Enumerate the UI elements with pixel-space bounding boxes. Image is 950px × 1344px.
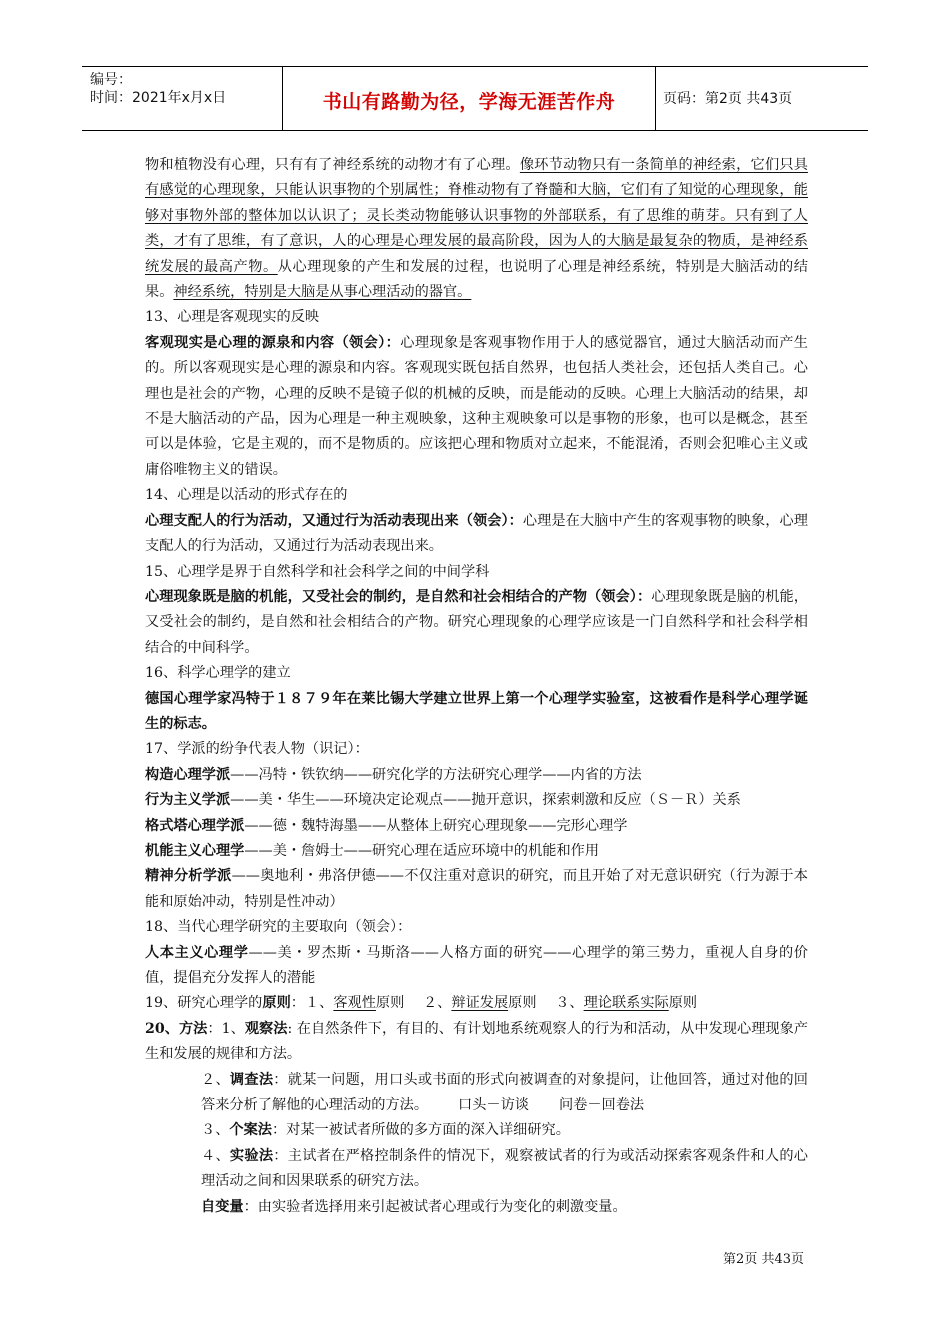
underlined-text: 客观性 (333, 995, 376, 1012)
bold-lead: 心理支配人的行为活动，又通过行为活动表现出来（领会）： (145, 512, 523, 529)
school-structuralism (145, 763, 808, 788)
method-case (145, 1118, 808, 1143)
text: 原则 (668, 995, 698, 1012)
underlined-text: 辩证发展 (451, 995, 509, 1012)
section-14-title: 14、心理是以活动的形式存在的 (145, 487, 348, 504)
section-18-title: 18、当代心理学研究的主要取向（领会）： (145, 919, 412, 936)
text: 19、研究心理学的 (145, 995, 263, 1012)
section-13-body (145, 331, 808, 483)
section-14-body (145, 509, 808, 560)
school-name: 行为主义学派 (145, 792, 231, 809)
text: 问卷－回卷法 (558, 1097, 645, 1114)
method-experiment (145, 1144, 808, 1195)
bold-text: 调查法 (229, 1071, 274, 1088)
text: ——奥地利・弗洛伊德——不仅注重对意识的研究，而且开始了对无意识研究（行为源于本能和原始冲动，特别是性冲动） (145, 868, 808, 910)
text: ４、 (201, 1147, 230, 1164)
serial-label: 编号： (90, 72, 132, 88)
bold-text: 20、方法 (145, 1020, 208, 1037)
paragraph-evolution (145, 153, 808, 305)
bold-lead: 心理现象既是脑的机能，又受社会的制约，是自然和社会相结合的产物（领会）： (145, 588, 652, 605)
text: ３、 (201, 1122, 230, 1139)
bold-lead: 客观现实是心理的源泉和内容（领会）： (145, 334, 401, 351)
date-label: 时间：2021年x月x日 (90, 90, 227, 106)
header-right-cell (655, 67, 868, 130)
text: 物和植物没有心理，只有有了神经系统的动物才有了心理。 (145, 157, 520, 173)
school-name: 人本主义心理学 (145, 944, 249, 961)
text: 口头－访谈 (458, 1097, 529, 1114)
text: 原则 ２、 (375, 995, 452, 1012)
school-gestalt (145, 814, 808, 839)
underlined-text: 神经系统，特别是大脑是从事心理活动的器官。 (173, 284, 472, 301)
independent-variable (145, 1195, 808, 1220)
section-16-title: 16、科学心理学的建立 (145, 665, 291, 682)
section-15-title: 15、心理学是界于自然科学和社会科学之间的中间学科 (145, 563, 490, 580)
school-psychoanalysis (145, 864, 808, 915)
bold-text: 原则 (262, 995, 291, 1012)
text: 原则 ３、 (508, 995, 584, 1012)
text: 从心理现象的产生和发展的过程，也说明了心理是神经系统，特别是大脑活动的结果。 (145, 258, 808, 301)
section-15-body (145, 585, 808, 661)
underlined-text: 像环节动物只有一条简单的神经索，它们只具有感觉的心理现象，只能认识事物的个别属性；脊椎动物有了脊髓和大脑，它们有了知觉的心理现象，能够对事物外部的整体加以认识了；灵长类动物能够认识事物的外部联系，有了思维的萌芽。只有到了人类，才有了思维，有了意识，人的心理是心理发展的最高阶段，因为人的大脑是最复杂的物质，是神经系统发展的最高产物。 (145, 157, 808, 275)
text: : 在自然条件下，有目的、有计划地系统观察人的行为和活动，从中发现心理现象产生和发展的规律和方法。 (145, 1020, 808, 1063)
motto: 书山有路勤为径，学海无涯苦作舟 (322, 91, 616, 113)
text: 心理现象是客观事物作用于人的感觉器官，通过大脑活动而产生的。所以客观现实是心理的源泉和内容。客观现实既包括自然界，也包括人类社会，还包括人类自己。心理也是社会的产物，心理的反映不是镜子似的机械的反映，而是能动的反映。心理上大脑活动的结果，却不是大脑活动的产品，因为心理是一种主观映象，这种主观映象可以是事物的形象，也可以是概念，甚至可以是体验，它是主观的，而不是物质的。应该把心理和物质对立起来，不能混淆，否则会犯唯心主义或庸俗唯物主义的错误。 (145, 334, 808, 478)
school-humanism (145, 941, 808, 992)
text: ：对某一被试者所做的多方面的深入详细研究。 (271, 1122, 570, 1139)
section-13-title: 13、心理是客观现实的反映 (145, 309, 320, 326)
text: 心理是在大脑中产生的客观事物的映象，心理支配人的行为活动，又通过行为活动表现出来。 (145, 512, 808, 555)
school-name: 精神分析学派 (145, 868, 232, 885)
text: ：主试者在严格控制条件的情况下，观察被试者的行为或活动探索客观条件和人的心理活动之间和因果联系的研究方法。 (201, 1147, 808, 1190)
text: ——冯特・铁钦纳——研究化学的方法研究心理学——内省的方法 (230, 766, 642, 783)
method-survey (145, 1068, 808, 1119)
school-name: 机能主义心理学 (145, 842, 245, 859)
text: ：就某一问题，用口头或书面的形式向被调查的对象提问，让他回答，通过对他的回答来分析了解他的心理活动的方法。 (201, 1071, 808, 1114)
text: ——美・詹姆士——研究心理在适应环境中的机能和作用 (244, 842, 600, 859)
text: ——美・罗杰斯・马斯洛——人格方面的研究——心理学的第三势力，重视人自身的价值，提倡充分发挥人的潜能 (145, 944, 808, 986)
bold-text: 实验法 (229, 1147, 274, 1164)
text: ——美・华生——环境决定论观点——抛开意识，探索刺激和反应（Ｓ－Ｒ）关系 (230, 792, 741, 809)
text: ：１、 (290, 995, 334, 1012)
underlined-text: 理论联系实际 (583, 995, 669, 1012)
page-footer: 第2页 共43页 (723, 1252, 804, 1267)
bold-text: 自变量 (201, 1198, 244, 1215)
section-16-body (145, 687, 808, 738)
header-left-cell (82, 67, 282, 130)
section-20-methods (145, 1017, 808, 1068)
bold-text: 个案法 (229, 1122, 272, 1139)
section-17-title: 17、学派的纷争代表人物（识记）： (145, 741, 369, 758)
bold-text: 观察法 (244, 1020, 288, 1037)
text: 心理现象既是脑的机能，又受社会的制约，是自然和社会相结合的产物。研究心理现象的心理学应该是一门自然科学和社会科学相结合的中间科学。 (145, 588, 808, 656)
page-info: 页码：第2页 共43页 (663, 91, 793, 107)
school-behaviorism (145, 788, 808, 813)
text: ：1、 (207, 1020, 245, 1037)
text: ２、 (201, 1071, 230, 1088)
school-name: 格式塔心理学派 (145, 817, 245, 834)
school-name: 构造心理学派 (145, 766, 231, 783)
document-body (145, 153, 808, 1220)
text: ——德・魏特海墨——从整体上研究心理现象——完形心理学 (244, 817, 628, 834)
page-header (82, 66, 868, 131)
header-middle-cell (282, 67, 656, 130)
section-19-principles (145, 991, 808, 1016)
text: ：由实验者选择用来引起被试者心理或行为变化的刺激变量。 (243, 1198, 627, 1215)
bold-text: 德国心理学家冯特于１８７９年在莱比锡大学建立世界上第一个心理学实验室，这被看作是科学心理学诞生的标志。 (145, 690, 808, 732)
school-functionalism (145, 839, 808, 864)
